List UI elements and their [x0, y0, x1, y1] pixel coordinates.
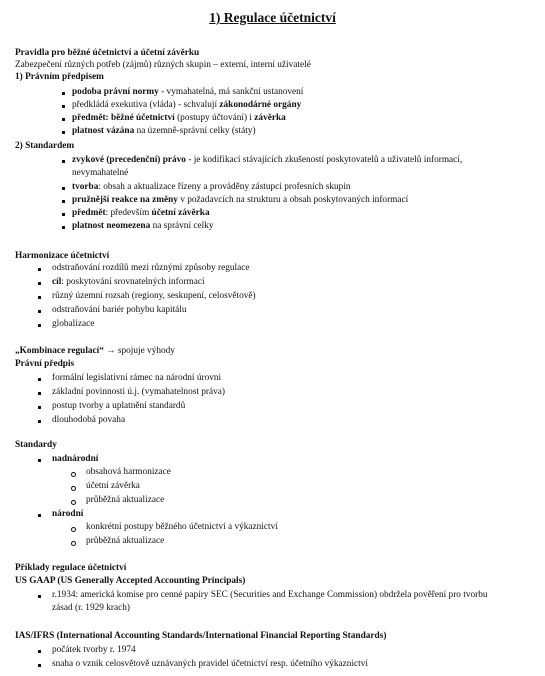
- list-subitem: průběžná aktualizace: [86, 495, 165, 505]
- bullet-square: [38, 420, 41, 423]
- list-item: pružnější reakce na změny v požadavcích na strukturu a obsah poskytovaných informací: [72, 195, 409, 205]
- list-item: základní povinnosti ú.j. (vymahatelnost práva): [52, 387, 225, 397]
- list-item: platnost vázána na územně-správní celky (státy): [72, 126, 256, 136]
- page-title: 1) Regulace účetnictví: [209, 10, 336, 25]
- intro-text: Zabezpečení různých potřeb (zájmů) různých skupin – externí, interní uživatelé: [15, 60, 311, 70]
- subheading-standard: 2) Standardem: [15, 141, 75, 151]
- list-item: tvorba: obsah a aktualizace řízeny a prováděny zástupci profesních skupin: [72, 182, 351, 192]
- list-item: postup tvorby a uplatnění standardů: [52, 401, 186, 411]
- list-item: počátek tvorby r. 1974: [52, 645, 136, 655]
- list-item-continuation: zásad (r. 1929 krach): [52, 603, 130, 613]
- bullet-square: [62, 187, 65, 190]
- list-item-group: národní: [52, 509, 84, 519]
- bullet-square: [38, 650, 41, 653]
- bullet-square: [62, 213, 65, 216]
- list-item-group: nadnárodní: [52, 454, 99, 464]
- list-item: zvykové (precedenční) právo - je kodifikací stávajících zkušeností poskytovatelů a uživatelů informací,: [72, 155, 463, 165]
- subheading-ias-ifrs: IAS/IFRS (International Accounting Standards/International Financial Reporting Standards): [15, 631, 387, 641]
- list-subitem: účetní závěrka: [86, 481, 140, 491]
- list-item: předkládá exekutiva (vláda) - schvalují zákonodárné orgány: [72, 100, 302, 110]
- bullet-square: [38, 296, 41, 299]
- list-subitem: konkrétní postupy běžného účetnictví a výkaznictví: [86, 522, 278, 532]
- bullet-square: [62, 200, 65, 203]
- list-subitem: průběžná aktualizace: [86, 536, 165, 546]
- bullet-circle: [71, 527, 76, 532]
- section-heading-standards: Standardy: [15, 440, 57, 450]
- list-item: předmět: především účetní závěrka: [72, 208, 210, 218]
- list-item: globalizace: [52, 319, 95, 329]
- bullet-square: [38, 282, 41, 285]
- bullet-square: [62, 105, 65, 108]
- list-item: cíl: poskytování srovnatelných informací: [52, 277, 205, 287]
- list-item: platnost neomezena na správní celky: [72, 221, 214, 231]
- section-heading-harmonization: Harmonizace účetnictví: [15, 251, 110, 261]
- section-heading-rules: Pravidla pro běžné účetnictví a účetní závěrku: [15, 48, 200, 58]
- bullet-circle: [71, 486, 76, 491]
- list-item: odstraňování rozdílů mezi různými způsoby regulace: [52, 263, 250, 273]
- list-item: odstraňování bariér pohybu kapitálu: [52, 305, 187, 315]
- list-subitem: obsahová harmonizace: [86, 467, 171, 477]
- subheading-legal-regulation: Právní předpis: [15, 359, 75, 369]
- section-heading-combination: „Kombinace regulací“ → spojuje výhody: [15, 346, 175, 356]
- bullet-circle: [71, 541, 76, 546]
- bullet-square: [38, 514, 41, 517]
- list-item: formální legislativní rámec na národní úrovni: [52, 373, 222, 383]
- bullet-square: [38, 664, 41, 667]
- bullet-square: [38, 324, 41, 327]
- bullet-square: [38, 310, 41, 313]
- bullet-square: [38, 378, 41, 381]
- list-item: předmět: běžné účetnictví (postupy účtování) i závěrka: [72, 113, 286, 123]
- bullet-square: [62, 226, 65, 229]
- list-item: r.1934: americká komise pro cenné papíry SEC (Securities and Exchange Commission) obdržela pověření pro tvorbu: [52, 590, 488, 600]
- bullet-square: [38, 268, 41, 271]
- list-item: podoba právní normy - vymahatelná, má sankční ustanovení: [72, 87, 304, 97]
- bullet-square: [62, 131, 65, 134]
- bullet-square: [62, 92, 65, 95]
- bullet-square: [62, 118, 65, 121]
- bullet-square: [38, 392, 41, 395]
- bullet-square: [62, 160, 65, 163]
- bullet-square: [38, 406, 41, 409]
- list-item-continuation: nevymahatelné: [72, 168, 129, 178]
- bullet-circle: [71, 500, 76, 505]
- list-item: dlouhodobá povaha: [52, 415, 126, 425]
- bullet-square: [38, 459, 41, 462]
- list-item: různý územní rozsah (regiony, seskupení, celosvětově): [52, 291, 256, 301]
- bullet-square: [38, 595, 41, 598]
- list-item: snaha o vznik celosvětově uznávaných pravidel účetnictví resp. účetního výkaznictví: [52, 659, 368, 669]
- section-heading-examples: Příklady regulace účetnictví: [15, 563, 127, 573]
- subheading-us-gaap: US GAAP (US Generally Accepted Accounting Principals): [15, 576, 246, 586]
- subheading-legal: 1) Právním předpisem: [15, 72, 104, 82]
- bullet-circle: [71, 472, 76, 477]
